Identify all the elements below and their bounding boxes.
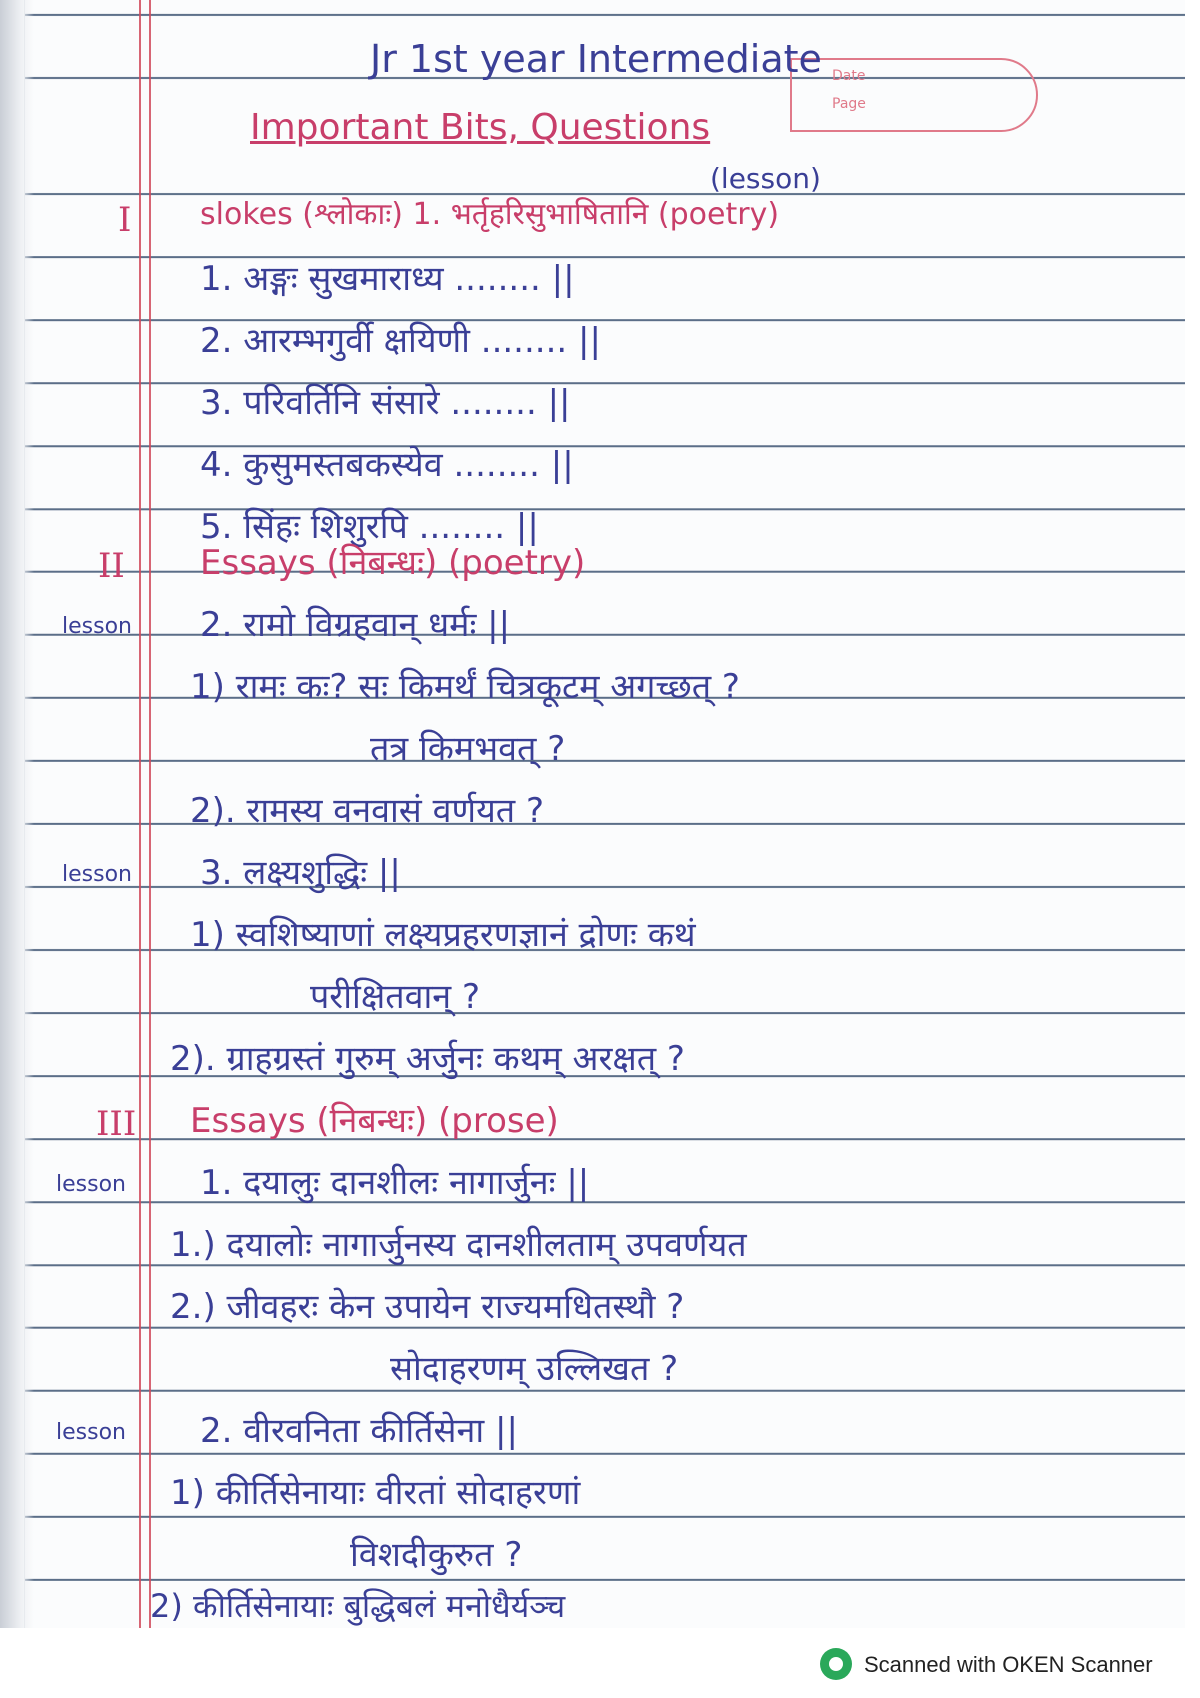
scanner-text: Scanned with OKEN Scanner [864,1652,1153,1677]
question-continued: विशदीकुरुत ? [350,1535,523,1575]
lesson-title: 1. दयालुः दानशीलः नागार्जुनः || [200,1163,590,1203]
section-heading: Essays (निबन्धः) (poetry) [200,543,586,583]
lesson-title: 2. वीरवनिता कीर्तिसेना || [200,1411,518,1451]
question: 1) स्वशिष्याणां लक्ष्यप्रहरणज्ञानं द्रोणः कथं [190,915,696,955]
scanner-logo-icon [820,1648,852,1680]
page-title: Jr 1st year Intermediate [370,37,822,81]
sloka-item: 1. अङ्गः सुखमाराध्य ........ || [200,259,575,299]
margin-line [139,0,141,1628]
page-binding-shadow [0,0,34,1628]
section-heading: slokes (श्लोकाः) 1. भर्तृहरिसुभाषितानि (poetry) [200,197,780,232]
question: 1) रामः कः? सः किमर्थं चित्रकूटम् अगच्छत् ? [190,667,740,707]
question: 2.) जीवहरः केन उपायेन राज्यमधितस्थौ ? [170,1287,685,1327]
sloka-item: 4. कुसुमस्तबकस्येव ........ || [200,445,574,485]
question: 2). ग्राहग्रस्तं गुरुम् अर्जुनः कथम् अरक्षत् ? [170,1039,685,1079]
sloka-item: 3. परिवर्तिनि संसारे ........ || [200,383,571,423]
stamp-page-label: Page [832,96,866,112]
sloka-item: 5. सिंहः शिशुरपि ........ || [200,507,539,547]
lesson-label: lesson [56,1420,126,1445]
section-numeral: I [118,200,132,240]
stamp-date-label: Date [832,68,866,84]
lesson-label: lesson [56,1172,126,1197]
question-continued: तत्र किमभवत् ? [370,729,566,769]
section-numeral: III [96,1104,137,1144]
section-heading: Essays (निबन्धः) (prose) [190,1101,559,1141]
lesson-note: (lesson) [710,162,821,195]
question-continued: परीक्षितवान् ? [310,977,481,1017]
question: 2) कीर्तिसेनायाः बुद्धिबलं मनोधैर्यञ्च [150,1587,566,1625]
lesson-label: lesson [62,862,132,887]
margin-line [149,0,151,1628]
question-continued: सोदाहरणम् उल्लिखत ? [390,1349,679,1389]
sloka-item: 2. आरम्भगुर्वी क्षयिणी ........ || [200,321,601,361]
question: 1.) दयालोः नागार्जुनस्य दानशीलताम् उपवर्णयत [170,1225,747,1265]
lesson-title: 3. लक्ष्यशुद्धिः || [200,853,401,893]
question: 2). रामस्य वनवासं वर्णयत ? [190,791,545,831]
lesson-label: lesson [62,614,132,639]
question: 1) कीर्तिसेनायाः वीरतां सोदाहरणां [170,1473,581,1513]
page-subtitle: Important Bits, Questions [250,107,711,148]
lesson-title: 2. रामो विग्रहवान् धर्मः || [200,605,511,645]
section-numeral: II [98,546,125,586]
date-page-stamp [790,58,1038,132]
